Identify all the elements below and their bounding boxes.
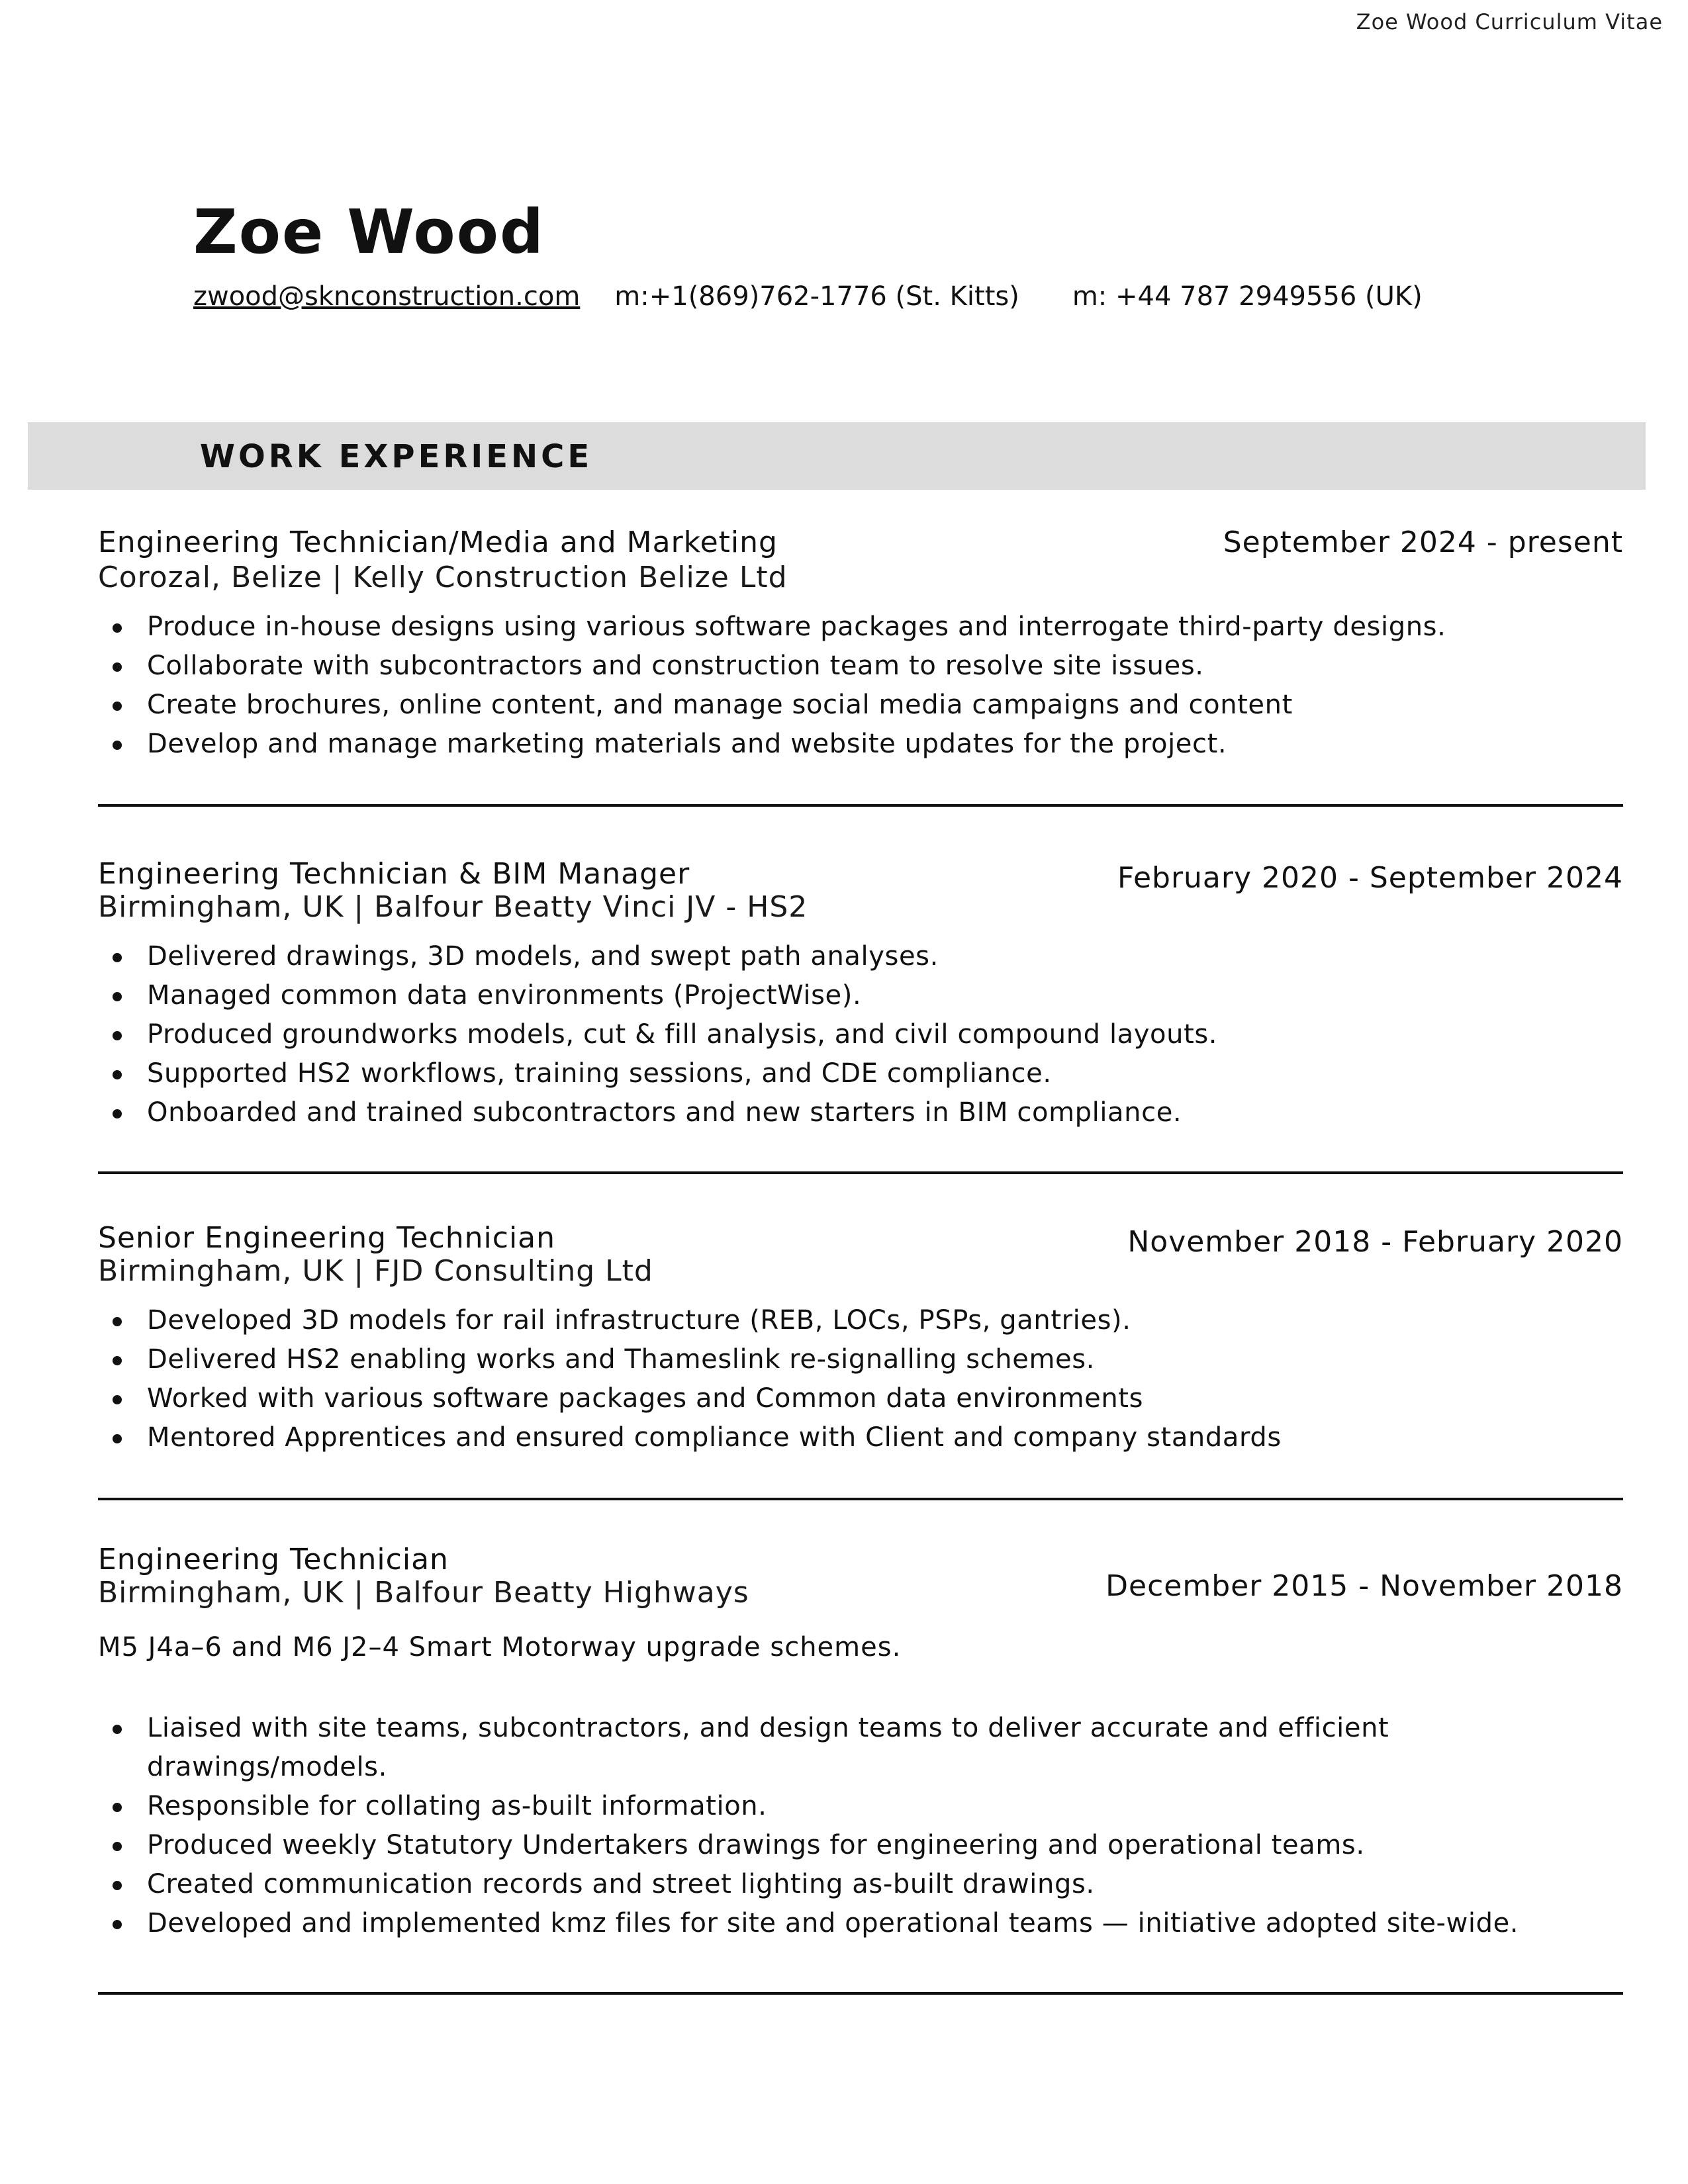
list-item: Mentored Apprentices and ensured compliance with Client and company standards: [98, 1418, 1282, 1457]
list-item: Produced weekly Statutory Undertakers drawings for engineering and operational teams.: [98, 1826, 1519, 1865]
job-location: Corozal, Belize | Kelly Construction Belize Ltd: [98, 561, 788, 594]
section-header-band: [28, 422, 1646, 490]
job-dates: September 2024 - present: [1223, 525, 1623, 559]
divider: [98, 1171, 1623, 1174]
list-item: Worked with various software packages and Common data environments: [98, 1379, 1282, 1418]
phone-uk: m: +44 787 2949556 (UK): [1072, 281, 1423, 312]
candidate-name: Zoe Wood: [193, 197, 545, 267]
job-dates: December 2015 - November 2018: [1105, 1569, 1623, 1603]
job-bullets: [98, 1709, 1519, 1943]
divider: [98, 1992, 1623, 1995]
job-bullets: [98, 1301, 1282, 1457]
list-item: Managed common data environments (ProjectWise).: [98, 976, 1217, 1015]
list-item: Collaborate with subcontractors and construction team to resolve site issues.: [98, 647, 1446, 686]
list-item: Supported HS2 workflows, training sessions, and CDE compliance.: [98, 1054, 1217, 1093]
divider: [98, 1498, 1623, 1500]
list-item: Created communication records and street lighting as-built drawings.: [98, 1865, 1519, 1904]
job-location: Birmingham, UK | Balfour Beatty Vinci JV - HS2: [98, 890, 808, 924]
list-item: Create brochures, online content, and manage social media campaigns and content: [98, 686, 1446, 725]
phone-st-kitts: m:+1(869)762-1776 (St. Kitts): [614, 281, 1019, 312]
list-item: Developed and implemented kmz files for site and operational teams — initiative adopted site-wide.: [98, 1904, 1519, 1943]
job-bullets: [98, 937, 1217, 1132]
list-item: Liaised with site teams, subcontractors, and design teams to deliver accurate and efficient drawings/models.: [98, 1709, 1464, 1787]
list-item: Produced groundworks models, cut & fill analysis, and civil compound layouts.: [98, 1015, 1217, 1054]
job-title: Engineering Technician: [98, 1543, 449, 1576]
job-location: Birmingham, UK | Balfour Beatty Highways: [98, 1576, 749, 1610]
list-item: Delivered HS2 enabling works and Thameslink re-signalling schemes.: [98, 1340, 1282, 1379]
job-location: Birmingham, UK | FJD Consulting Ltd: [98, 1254, 653, 1288]
list-item: Produce in-house designs using various software packages and interrogate third-party designs.: [98, 608, 1446, 647]
job-title: Senior Engineering Technician: [98, 1221, 556, 1255]
list-item: Delivered drawings, 3D models, and swept path analyses.: [98, 937, 1217, 976]
job-bullets: [98, 608, 1446, 764]
list-item: Responsible for collating as-built information.: [98, 1787, 1519, 1826]
job-title: Engineering Technician & BIM Manager: [98, 857, 690, 891]
job-dates: November 2018 - February 2020: [1127, 1225, 1623, 1259]
contact-line: [193, 281, 1423, 312]
section-title: WORK EXPERIENCE: [200, 438, 593, 475]
job-summary: M5 J4a–6 and M6 J2–4 Smart Motorway upgrade schemes.: [98, 1632, 902, 1662]
job-dates: February 2020 - September 2024: [1117, 861, 1623, 895]
running-header: Zoe Wood Curriculum Vitae: [1356, 9, 1663, 34]
email-link[interactable]: zwood@sknconstruction.com: [193, 281, 581, 312]
list-item: Developed 3D models for rail infrastructure (REB, LOCs, PSPs, gantries).: [98, 1301, 1282, 1340]
list-item: Develop and manage marketing materials and website updates for the project.: [98, 725, 1446, 764]
job-title: Engineering Technician/Media and Marketing: [98, 525, 778, 559]
list-item: Onboarded and trained subcontractors and new starters in BIM compliance.: [98, 1093, 1217, 1132]
divider: [98, 804, 1623, 807]
